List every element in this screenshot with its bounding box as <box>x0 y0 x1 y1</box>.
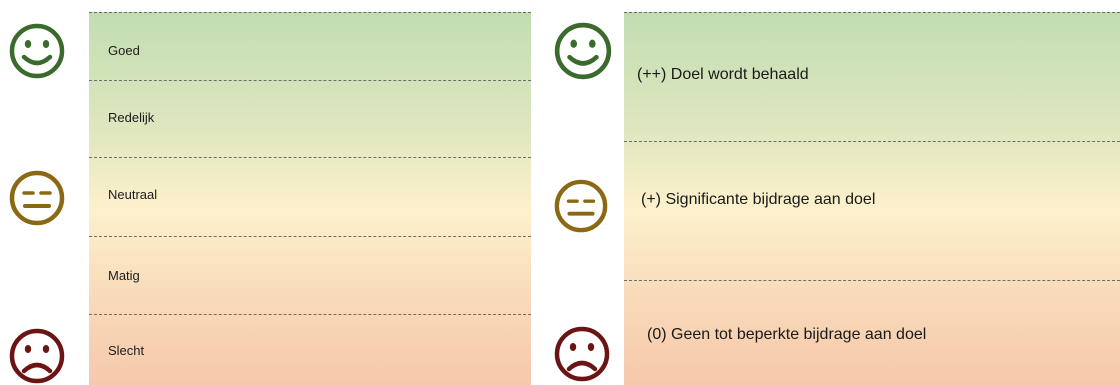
row-label-doel-behaald: (++) Doel wordt behaald <box>637 66 809 83</box>
row-divider <box>89 157 531 158</box>
row-divider <box>624 280 1120 281</box>
smiley-happy-icon <box>553 21 613 81</box>
row-label-beperkte-bijdrage: (0) Geen tot beperkte bijdrage aan doel <box>647 326 927 343</box>
smiley-sad-icon <box>553 325 611 383</box>
row-divider <box>89 80 531 81</box>
smiley-sad-icon <box>8 327 66 385</box>
row-label-slecht: Slecht <box>108 343 145 358</box>
left-rating-scale <box>89 12 531 385</box>
row-divider <box>624 141 1120 142</box>
row-divider <box>89 314 531 315</box>
row-label-significante-bijdrage: (+) Significante bijdrage aan doel <box>641 191 876 208</box>
row-label-redelijk: Redelijk <box>108 110 155 125</box>
row-label-matig: Matig <box>108 268 140 283</box>
smiley-happy-icon <box>8 22 66 80</box>
right-goal-scale <box>624 12 1120 385</box>
row-divider <box>89 236 531 237</box>
row-divider <box>624 12 1120 13</box>
smiley-neutral-icon <box>553 178 609 234</box>
smiley-neutral-icon <box>8 169 66 227</box>
row-label-neutraal: Neutraal <box>108 187 158 202</box>
row-label-goed: Goed <box>108 43 140 58</box>
row-divider <box>89 12 531 13</box>
